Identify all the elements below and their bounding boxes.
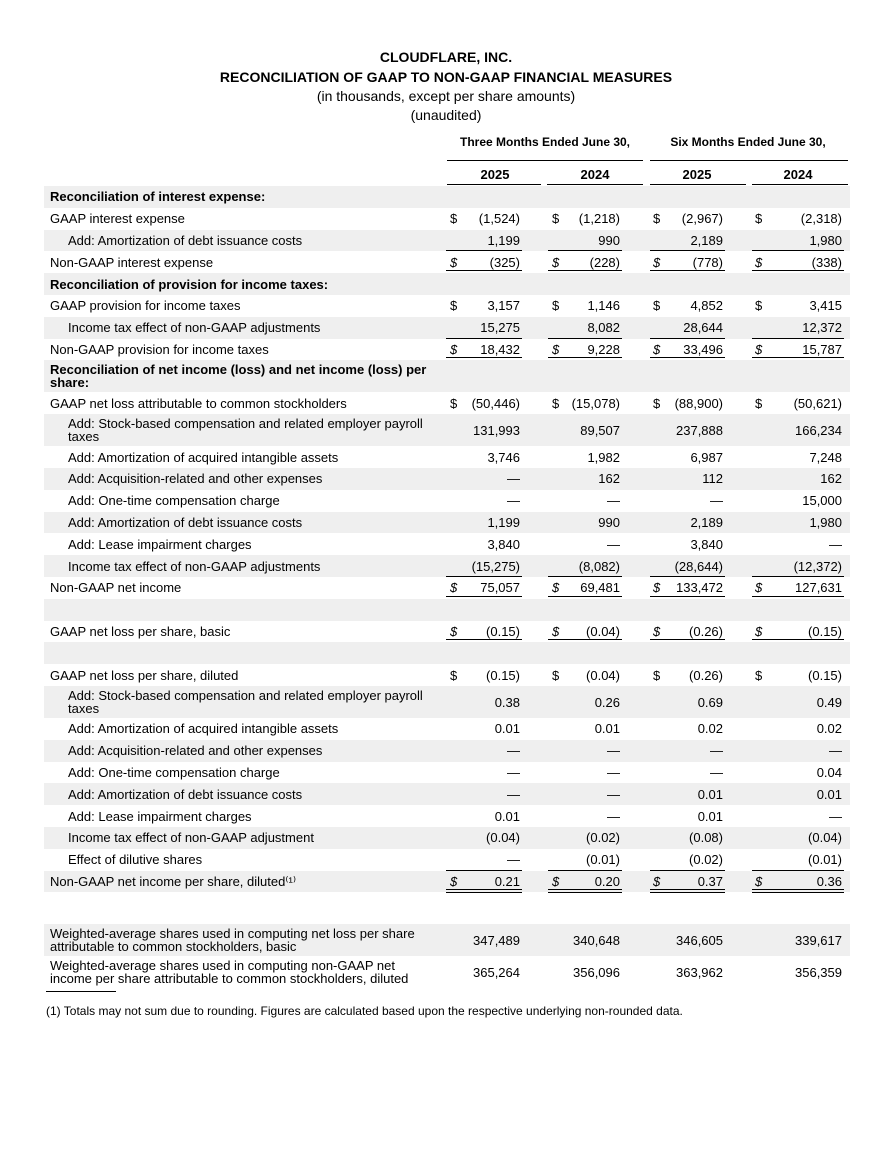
dollar-sign: $ <box>653 341 661 357</box>
year-label-2: 2024 <box>580 167 610 182</box>
cell-value: (0.04) <box>586 667 620 683</box>
table-row <box>44 414 850 446</box>
table-row <box>44 740 850 762</box>
section-header-row <box>44 273 850 295</box>
cell-value: — <box>829 536 842 552</box>
cell-value: 0.02 <box>816 721 842 737</box>
cell-value: 162 <box>820 471 842 487</box>
table-row <box>44 686 850 718</box>
cell-value: 0.26 <box>594 694 620 710</box>
dollar-sign: $ <box>450 254 458 270</box>
section-header-row <box>44 360 850 392</box>
row-label: Non-GAAP net income per share, diluted⁽¹⁾ <box>50 873 297 889</box>
cell-value: 12,372 <box>802 320 842 336</box>
report-title: RECONCILIATION OF GAAP TO NON-GAAP FINANCIAL MEASURES <box>219 69 673 85</box>
row-label: Non-GAAP interest expense <box>50 254 214 270</box>
row-label: GAAP interest expense <box>50 211 185 227</box>
dollar-sign: $ <box>653 580 661 596</box>
dollar-sign: $ <box>552 395 560 411</box>
cell-value: 89,507 <box>580 422 620 438</box>
cell-value: 340,648 <box>573 932 620 948</box>
row-label: Add: Amortization of acquired intangible assets <box>68 721 339 737</box>
cell-value: 15,787 <box>802 341 842 357</box>
cell-value: — <box>507 786 520 802</box>
cell-value: 6,987 <box>690 449 723 465</box>
dollar-sign: $ <box>755 298 763 314</box>
cell-value: 15,275 <box>480 320 520 336</box>
year-rule-2 <box>547 184 643 185</box>
cell-value: — <box>507 493 520 509</box>
table-row <box>44 230 850 252</box>
cell-value: 0.01 <box>697 786 723 802</box>
row-label: Add: Amortization of debt issuance costs <box>68 786 303 802</box>
year-label-4: 2024 <box>783 167 813 182</box>
row-label: Add: One-time compensation charge <box>68 493 280 509</box>
cell-value: 0.49 <box>816 694 842 710</box>
spacer-row <box>44 642 850 664</box>
cell-value: (0.15) <box>486 623 520 639</box>
row-label: Add: Lease impairment charges <box>68 808 252 824</box>
row-label: Weighted-average shares used in computing net loss per share attributable to common stockholders, basic <box>50 926 415 955</box>
dollar-sign: $ <box>653 395 661 411</box>
cell-value: 3,157 <box>487 298 520 314</box>
cell-value: 0.02 <box>697 721 723 737</box>
cell-value: (0.15) <box>808 667 842 683</box>
table-row <box>44 208 850 230</box>
cell-value: 0.01 <box>594 721 620 737</box>
cell-value: 1,146 <box>587 298 620 314</box>
row-label: Add: Amortization of acquired intangible assets <box>68 449 339 465</box>
cell-value: (0.01) <box>586 852 620 868</box>
dollar-sign: $ <box>755 873 763 889</box>
cell-value: 75,057 <box>480 580 520 596</box>
dollar-sign: $ <box>755 341 763 357</box>
cell-value: 363,962 <box>676 964 723 980</box>
cell-value: (325) <box>489 254 520 270</box>
dollar-sign: $ <box>450 341 458 357</box>
cell-value: (2,318) <box>800 211 842 227</box>
footnote: (1) Totals may not sum due to rounding. Figures are calculated based upon the respective underlying non-rounded data. <box>46 1004 683 1018</box>
table-row <box>44 446 850 468</box>
cell-value: 356,096 <box>573 964 620 980</box>
dollar-sign: $ <box>552 580 560 596</box>
table-row <box>44 924 850 956</box>
cell-value: 2,189 <box>690 232 723 248</box>
table-row <box>44 664 850 686</box>
cell-value: 339,617 <box>795 932 842 948</box>
cell-value: — <box>507 764 520 780</box>
table-row <box>44 783 850 805</box>
cell-value: (338) <box>811 254 842 270</box>
row-label: GAAP net loss per share, diluted <box>50 667 239 683</box>
cell-value: (0.04) <box>808 830 842 846</box>
dollar-sign: $ <box>450 623 458 639</box>
cell-value: 3,840 <box>487 536 520 552</box>
report-note: (unaudited) <box>410 107 482 123</box>
cell-value: — <box>607 743 620 759</box>
six-months-header: Six Months Ended June 30, <box>670 135 826 149</box>
dollar-sign: $ <box>653 667 661 683</box>
row-label: Non-GAAP provision for income taxes <box>50 341 269 357</box>
table-row <box>44 317 850 339</box>
row-label: Add: One-time compensation charge <box>68 764 280 780</box>
cell-value: 7,248 <box>809 449 842 465</box>
cell-value: 1,980 <box>809 514 842 530</box>
table-row <box>44 849 850 871</box>
cell-value: 0.37 <box>697 873 723 889</box>
cell-value: — <box>710 764 723 780</box>
cell-value: 166,234 <box>795 422 842 438</box>
cell-value: 1,982 <box>587 449 620 465</box>
cell-value: 4,852 <box>690 298 723 314</box>
table-row <box>44 512 850 534</box>
cell-value: 9,228 <box>587 341 620 357</box>
cell-value: (28,644) <box>674 558 723 574</box>
cell-value: 0.01 <box>697 808 723 824</box>
row-label: Add: Amortization of debt issuance costs <box>68 514 303 530</box>
cell-value: 112 <box>702 471 723 487</box>
cell-value: — <box>607 764 620 780</box>
cell-value: (12,372) <box>793 558 842 574</box>
row-label: Add: Acquisition-related and other expenses <box>68 743 323 759</box>
row-label: Add: Lease impairment charges <box>68 536 252 552</box>
table-row <box>44 468 850 490</box>
cell-value: 0.20 <box>594 873 620 889</box>
table-row <box>44 871 850 893</box>
row-label: Non-GAAP net income <box>50 580 182 596</box>
year-label-3: 2025 <box>682 167 712 182</box>
table-row <box>44 762 850 784</box>
dollar-sign: $ <box>552 341 560 357</box>
cell-value: 0.69 <box>697 694 723 710</box>
row-label: Income tax effect of non-GAAP adjustments <box>68 558 321 574</box>
cell-value: 237,888 <box>676 422 723 438</box>
dollar-sign: $ <box>552 211 560 227</box>
cell-value: — <box>607 493 620 509</box>
row-label: Add: Stock-based compensation and related employer payroll taxes <box>68 688 423 716</box>
year-rule-3 <box>650 184 746 185</box>
cell-value: — <box>507 471 520 487</box>
dollar-sign: $ <box>653 623 661 639</box>
table-row <box>44 533 850 555</box>
table-row <box>44 956 850 988</box>
row-label: Effect of dilutive shares <box>68 852 203 868</box>
dollar-sign: $ <box>653 873 661 889</box>
cell-value: 0.36 <box>816 873 842 889</box>
section-header-row <box>44 186 850 208</box>
table-row <box>44 251 850 273</box>
cell-value: 1,980 <box>809 232 842 248</box>
row-label: Reconciliation of net income (loss) and net income (loss) per share: <box>50 362 427 391</box>
cell-value: 0.38 <box>494 694 520 710</box>
cell-value: (0.08) <box>689 830 723 846</box>
cell-value: 990 <box>598 514 620 530</box>
row-label: Add: Stock-based compensation and related employer payroll taxes <box>68 416 423 445</box>
cell-value: — <box>607 808 620 824</box>
cell-value: (2,967) <box>681 211 723 227</box>
spacer-row <box>44 599 850 621</box>
cell-value: 347,489 <box>473 932 520 948</box>
cell-value: (1,218) <box>578 211 620 227</box>
cell-value: 8,082 <box>587 320 620 336</box>
dollar-sign: $ <box>552 298 560 314</box>
six-months-rule <box>650 160 848 161</box>
cell-value: 0.04 <box>816 764 842 780</box>
company-name: CLOUDFLARE, INC. <box>379 49 513 65</box>
dollar-sign: $ <box>450 667 458 683</box>
cell-value: 0.01 <box>494 808 520 824</box>
cell-value: 990 <box>598 232 620 248</box>
dollar-sign: $ <box>653 254 661 270</box>
cell-value: — <box>507 743 520 759</box>
row-label: GAAP net loss per share, basic <box>50 623 231 639</box>
dollar-sign: $ <box>755 623 763 639</box>
dollar-sign: $ <box>450 873 458 889</box>
table-row <box>44 621 850 643</box>
year-rule-1 <box>447 184 541 185</box>
dollar-sign: $ <box>450 395 458 411</box>
dollar-sign: $ <box>653 298 661 314</box>
dollar-sign: $ <box>450 298 458 314</box>
cell-value: 15,000 <box>802 493 842 509</box>
cell-value: — <box>829 743 842 759</box>
spacer-row <box>44 892 850 924</box>
cell-value: 69,481 <box>580 580 620 596</box>
cell-value: 0.21 <box>494 873 520 889</box>
cell-value: 356,359 <box>795 964 842 980</box>
cell-value: (0.02) <box>586 830 620 846</box>
cell-value: 133,472 <box>676 580 723 596</box>
row-label: Reconciliation of provision for income taxes: <box>50 276 329 292</box>
cell-value: (15,275) <box>471 558 520 574</box>
cell-value: 2,189 <box>690 514 723 530</box>
cell-value: (8,082) <box>578 558 620 574</box>
year-rule-4 <box>752 184 848 185</box>
cell-value: 3,415 <box>809 298 842 314</box>
report-subtitle: (in thousands, except per share amounts) <box>316 88 576 104</box>
table-row <box>44 339 850 361</box>
cell-value: (0.15) <box>486 667 520 683</box>
cell-value: — <box>829 808 842 824</box>
cell-value: 127,631 <box>795 580 842 596</box>
row-label: Reconciliation of interest expense: <box>50 189 266 205</box>
dollar-sign: $ <box>552 873 560 889</box>
table-row <box>44 827 850 849</box>
cell-value: (0.26) <box>689 667 723 683</box>
dollar-sign: $ <box>450 580 458 596</box>
cell-value: 33,496 <box>683 341 723 357</box>
cell-value: (0.02) <box>689 852 723 868</box>
row-label: Income tax effect of non-GAAP adjustments <box>68 320 321 336</box>
cell-value: — <box>507 852 520 868</box>
three-months-header: Three Months Ended June 30, <box>459 135 631 149</box>
cell-value: (0.26) <box>689 623 723 639</box>
table-row <box>44 805 850 827</box>
row-label: Income tax effect of non-GAAP adjustment <box>68 830 314 846</box>
table-row <box>44 555 850 577</box>
cell-value: 131,993 <box>473 422 520 438</box>
cell-value: (0.15) <box>808 623 842 639</box>
cell-value: — <box>607 786 620 802</box>
report-header <box>0 47 892 125</box>
dollar-sign: $ <box>755 395 763 411</box>
cell-value: 1,199 <box>487 514 520 530</box>
cell-value: (1,524) <box>478 211 520 227</box>
cell-value: 3,840 <box>690 536 723 552</box>
cell-value: — <box>607 536 620 552</box>
dollar-sign: $ <box>653 211 661 227</box>
dollar-sign: $ <box>552 254 560 270</box>
row-label: Add: Acquisition-related and other expenses <box>68 471 323 487</box>
dollar-sign: $ <box>755 211 763 227</box>
cell-value: (50,446) <box>471 395 520 411</box>
table-row <box>44 718 850 740</box>
row-label: Weighted-average shares used in computing non-GAAP net income per share attributable to common stockholders, diluted <box>50 958 409 987</box>
cell-value: 346,605 <box>676 932 723 948</box>
row-label: GAAP provision for income taxes <box>50 298 241 314</box>
cell-value: (88,900) <box>674 395 723 411</box>
footnote-rule <box>46 991 116 992</box>
cell-value: (50,621) <box>793 395 842 411</box>
cell-value: — <box>710 743 723 759</box>
cell-value: 1,199 <box>487 232 520 248</box>
table-row <box>44 490 850 512</box>
table-row <box>44 295 850 317</box>
dollar-sign: $ <box>450 211 458 227</box>
dollar-sign: $ <box>755 580 763 596</box>
table-row <box>44 392 850 414</box>
cell-value: 0.01 <box>816 786 842 802</box>
cell-value: (15,078) <box>571 395 620 411</box>
cell-value: 365,264 <box>473 964 520 980</box>
cell-value: 28,644 <box>683 320 723 336</box>
cell-value: (778) <box>692 254 723 270</box>
dollar-sign: $ <box>755 667 763 683</box>
cell-value: 0.01 <box>494 721 520 737</box>
cell-value: 3,746 <box>487 449 520 465</box>
three-months-rule <box>447 160 643 161</box>
cell-value: (0.04) <box>486 830 520 846</box>
row-label: Add: Amortization of debt issuance costs <box>68 232 303 248</box>
cell-value: (228) <box>589 254 620 270</box>
cell-value: (0.01) <box>808 852 842 868</box>
dollar-sign: $ <box>552 623 560 639</box>
cell-value: 162 <box>598 471 620 487</box>
row-label: GAAP net loss attributable to common stockholders <box>50 395 347 411</box>
cell-value: — <box>710 493 723 509</box>
dollar-sign: $ <box>552 667 560 683</box>
cell-value: 18,432 <box>480 341 520 357</box>
table-row <box>44 577 850 599</box>
year-label-1: 2025 <box>480 167 510 182</box>
cell-value: (0.04) <box>586 623 620 639</box>
dollar-sign: $ <box>755 254 763 270</box>
